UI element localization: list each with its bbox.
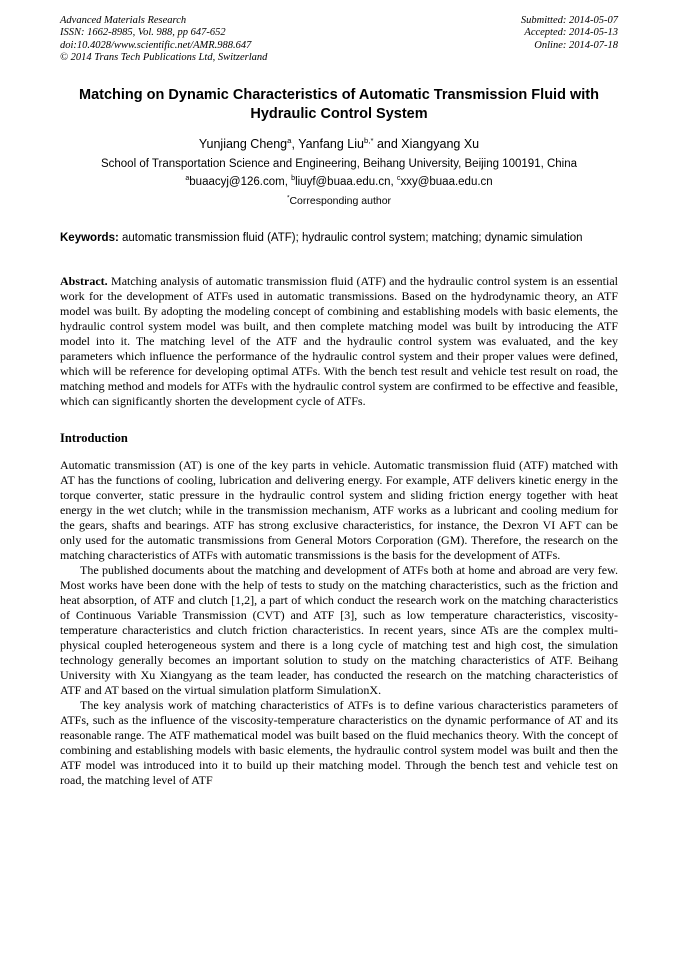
submitted-date: Submitted: 2014-05-07 (520, 15, 618, 26)
copyright-line: © 2014 Trans Tech Publications Ltd, Switzerland (60, 51, 268, 63)
authors-line (60, 137, 618, 151)
email-separator: , (390, 175, 397, 188)
email-superscript: b (291, 173, 296, 182)
email-superscript: a (185, 173, 190, 182)
paper-title: Matching on Dynamic Characteristics of Automatic Transmission Fluid with Hydraulic Control System (79, 87, 599, 122)
email-separator: , (284, 175, 292, 188)
abstract-block (60, 274, 618, 409)
journal-name: Advanced Materials Research (60, 15, 187, 26)
corresponding-superscript: * (286, 194, 290, 202)
keywords-text: automatic transmission fluid (ATF); hydraulic control system; matching; dynamic simulation (118, 231, 583, 244)
keywords-block (60, 231, 618, 246)
author-separator: , (291, 136, 299, 151)
journal-header (60, 15, 618, 64)
issn-line: ISSN: 1662-8985, Vol. 988, pp 647-652 (60, 27, 226, 39)
email-address: xxy@buaa.edu.cn (400, 175, 493, 188)
corresponding-author-note (60, 195, 618, 207)
corresponding-text: Corresponding author (289, 194, 392, 207)
abstract-text: Matching analysis of automatic transmission fluid (ATF) and the hydraulic control system is an essential work for the development of ATFs used in automatic transmissions. Based on the hydrodynamic theory, an ATF model was built. By adopting the modeling concept of combining and establishing models with basic elements, the hydraulic control system model was built, and then complete matching model was built by introducing the ATF model into it. The matching level of the ATF and the hydraulic control system was evaluated, and the key parameters which influence the performance of the hydraulic control system and their proper values were defined, which will be reference for developing optimal ATFs. With the bench test result and vehicle test result on road, the matching method and models for ATFs with the hydraulic control system are confirmed to be effective and feasible, which can significantly shorten the development cycle of ATFs. (60, 273, 618, 408)
author-separator: and (373, 136, 402, 151)
section-heading-introduction: Introduction (60, 430, 128, 445)
journal-info (60, 15, 267, 64)
abstract-label: Abstract. (60, 273, 108, 288)
paragraph: The key analysis work of matching characteristics of ATFs is to define various characteristics parameters of ATFs, such as the influence of the viscosity-temperature characteristics on the dynamic performance of AT and its reasonable range. The ATF mathematical model was built based on the fluid mechanics theory. With the concept of combining and establishing models with basic elements, the hydraulic control system model was built and then the ATF model was introduced into it to build up their matching model. Through the bench test and vehicle test on road, the matching level of ATF (60, 697, 618, 787)
accepted-date: Accepted: 2014-05-13 (524, 27, 618, 39)
author-name: Xiangyang Xu (401, 136, 480, 151)
author-superscript: b,* (363, 135, 374, 145)
keywords-label: Keywords: (60, 231, 119, 244)
email-address: buaacyj@126.com (189, 175, 285, 188)
affiliation: School of Transportation Science and Engineering, Beihang University, Beijing 100191, China (100, 157, 578, 170)
author-name: Yanfang Liu (298, 136, 364, 151)
paragraph: Automatic transmission (AT) is one of the key parts in vehicle. Automatic transmission fluid (ATF) matched with AT has the functions of cooling, lubrication and delivering energy. For example, ATF delivers kinetic energy in the torque converter, static pressure in the hydraulic control system and sliding friction energy together with heat energy in the wet clutch; while in the transmission mechanism, ATF works as a lubricant and cooling medium for the gears, shafts and bearings. ATF has strong exclusive characteristics, for instance, the Dexron VI AFT can be only used for the automatic transmissions from General Motors Corporation (GM). Therefore, the research on the matching characteristics of ATFs with automatic transmissions is the basis for the development of ATFs. (60, 457, 618, 562)
emails-line (60, 173, 618, 188)
submission-dates (521, 15, 618, 64)
author-name: Yunjiang Cheng (198, 136, 288, 151)
online-date: Online: 2014-07-18 (534, 39, 618, 51)
doi-line: doi:10.4028/www.scientific.net/AMR.988.647 (60, 39, 252, 51)
author-superscript: a (287, 135, 292, 145)
email-address: liuyf@buaa.edu.cn (295, 175, 391, 188)
paragraph: The published documents about the matching and development of ATFs both at home and abroad are very few. Most works have been done with the help of tests to study on the matching characteristics, such as the friction and heat absorption, of ATF and clutch [1,2], a part of which conduct the research work on the matching characteristics of Continuous Variable Transmission (CVT) and ATF [3], such as low temperature characteristics, viscosity-temperature characteristics and clutch friction characteristics. In recent years, since ATs are the complex multi-physical coupled heterogeneous system and there is a long cycle of matching test and high cost, the simulation technology generally becomes an important solution to study on the matching characteristics of ATF. Beihang University with Xu Xiangyang as the team leader, has conducted the research on the matching characteristics of ATF and AT based on the virtual simulation platform SimulationX. (60, 562, 618, 697)
email-superscript: c (396, 173, 401, 182)
